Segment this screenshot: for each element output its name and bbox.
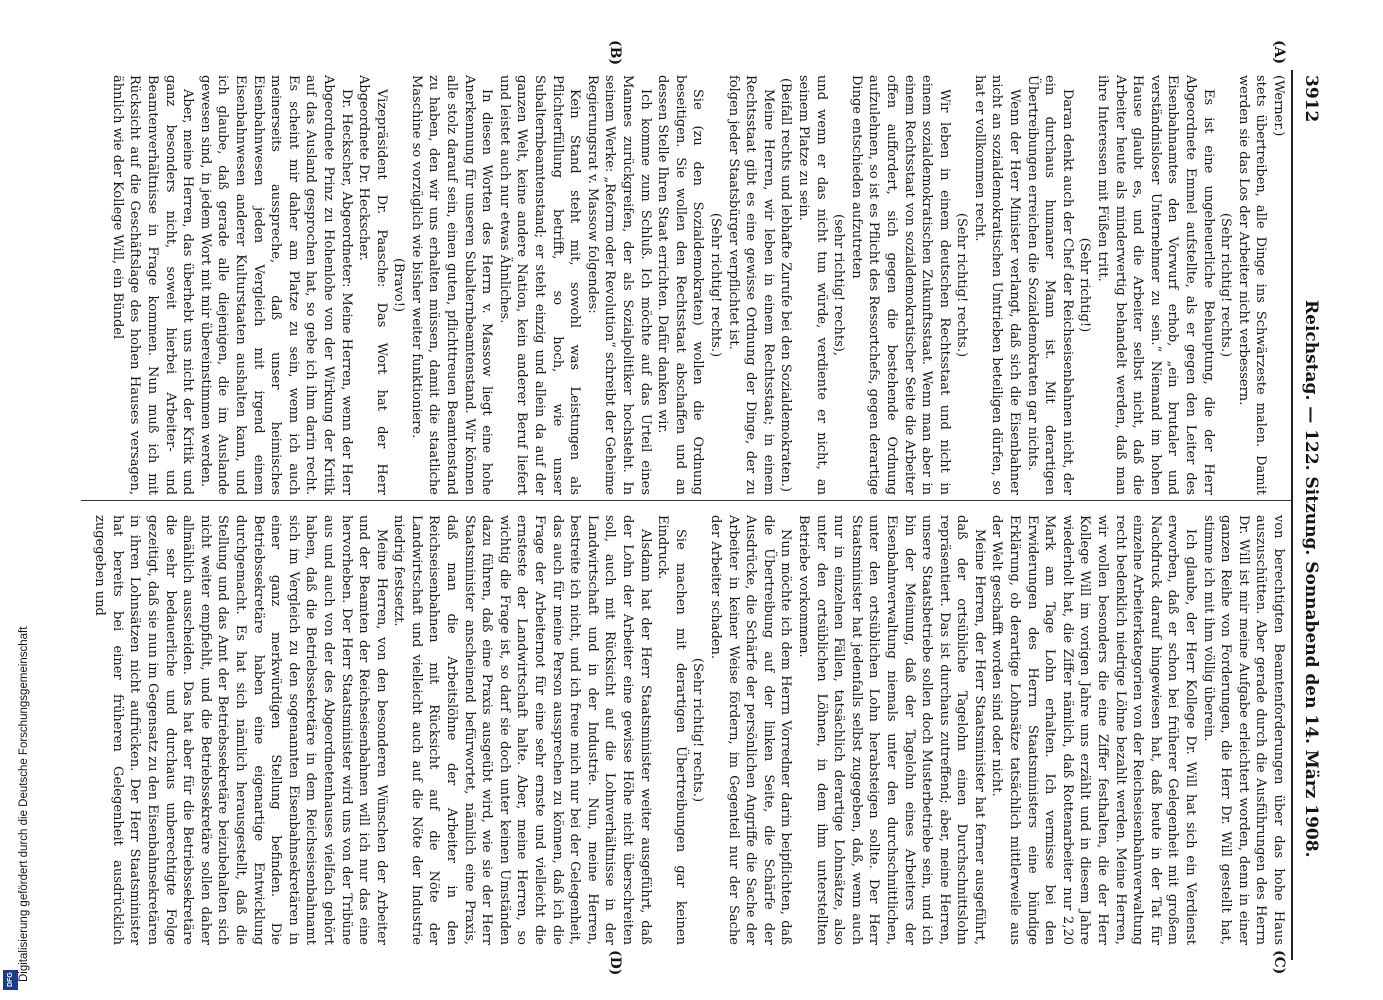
paragraph: Ich komme zum Schluß. Ich möchte auf das Urteil eines Mannes zurückgreifen, der als Sozialpolitiker hochsteht. In seinem Werke: „Reform oder Revolution“ schreibt der Geheime Regierungsrat v. Massow folgendes: [584, 75, 653, 495]
paragraph: Meine Herren, wir leben in einem Rechtsstaat; in einem Rechtsstaat gibt es eine gewisse Ordnung der Dinge, der zu folgen jeder Staatsbürger verpflichtet ist. [725, 75, 776, 495]
paragraph: Sie (zu den Sozialdemokraten) wollen die Ordnung beseitigen. Sie wollen den Rechtsstaat abschaffen und an dessen Stelle Ihren Staat errichten. Dafür danken wir. [655, 75, 706, 495]
paragraph: (Sehr richtig!) [1077, 237, 1093, 333]
paragraph: von berechtigten Beamtenforderungen über das hohe Haus auszuschütten. Aber gerade durch die Ausführungen des Herrn Dr. Will ist mir meine Aufgabe erleichtert worden, denn in einer ganzen Reihe von Forderungen, die Herr Dr. Will gestellt hat, stimme ich mit ihm völlig überein. [1200, 515, 1286, 945]
paragraph: Nun möchte ich dem Herrn Vorredner darin beipflichten, daß die Übertreibung auf der linken Seite, die Schärfe der Ausdrücke, die Schärfe der persönlichen Angriffe die Sache der Arbeiter in keiner Weise fördern, im Gegenteil nur der Sache der Arbeiter schaden. [708, 515, 794, 945]
paragraph: und wenn er das nicht tun würde, verdiente er nicht, an seinem Platze zu sein. [795, 75, 829, 495]
paragraph: Aber, meine Herren, das überhebt uns nicht der Kritik und ganz besonders nicht, soweit hierbei Arbeiter- und Beamtenverhältnisse in Frage kommen. Nun muß ich mit Rücksicht auf die Geschäftslage des hohen Hauses versagen, ähnlich wie der Kollege Will, ein Bündel [109, 75, 196, 495]
paragraph: (Sehr richtig! rechts.) [1218, 212, 1234, 358]
margin-mark-d: (D) [607, 950, 623, 976]
paragraph: Dr. Heckscher, Abgeordneter: Meine Herren, wenn der Herr Abgeordnete Prinz zu Hohenlohe von der Wirkung der Kritik auf das Ausland gesprochen hat, so gebe ich ihm darin recht. Es scheint mir daher am Platze zu sein, wenn ich auch meinerseits ausspreche, daß unser heimisches Eisenbahnwesen jeden Vergleich mit irgend einem Eisenbahnwesen anderer Kulturstaaten aushalten kann, und ich glaube, daß gerade alle diejenigen, die im Auslande gewesen sind, in jedem Wort mit mir übereinstimmen werden. [197, 75, 354, 495]
paragraph: Wenn der Herr Minister verlangt, daß sich die Eisenbahner nicht an sozialdemokratischen Umtrieben beteiligen dürfen, so hat er vollkommen recht. [971, 75, 1023, 495]
header-rule [1291, 70, 1293, 960]
paragraph: Daran denkt auch der Chef der Reichseisenbahnen nicht, der ein durchaus humaner Mann ist. Mit derartigen Übertreibungen erreichen die Sozialdemokraten gar nichts. [1024, 75, 1075, 495]
margin-mark-b: (B) [607, 40, 623, 66]
page-header-title: Reichstag. — 122. Sitzung. Sonnabend den 14. März 1908. [1301, 300, 1321, 858]
paragraph: Alsdann hat der Herr Staatsminister weiter ausgeführt, daß der Lohn der Arbeiter eine gewisse Höhe nicht überschreiten soll, auch mit Rücksicht auf die Lohnverhältnisse in der Landwirtschaft und in der Industrie. Nun, meine Herren, bestreite ich nicht, und ich freue mich nur bei der Gelegenheit, das auch für meine Person aussprechen zu können, daß ich die Frage der Arbeiternot für eine sehr ernste und vielleicht die ernsteste der Landwirtschaft halte. Aber, meine Herren, so wichtig die Frage ist, so darf sie doch unter keinen Umständen dazu führen, daß eine Praxis ausgeübt wird, wie sie der Herr Staatsminister anscheinend befürwortet, nämlich eine Praxis, daß man die Arbeitslöhne der Arbeiter in den Reichseisenbahnen mit Rücksicht auf die Nöte der Landwirtschaft und vielleicht auch auf die Nöte der Industrie niedrig festsetzt. [391, 515, 653, 945]
text-column-left [77, 75, 1287, 495]
margin-mark-a: (A) [1271, 40, 1287, 65]
paragraph: stets übertreiben, alle Dinge ins Schwärzeste malen. Damit werden sie das Los der Arbeiter nicht verbessern. [1235, 75, 1269, 495]
paragraph: (Sehr richtig! rechts.) [954, 212, 970, 358]
paragraph: Vizepräsident Dr. Paasche: Das Wort hat der Herr Abgeordnete Dr. Heckscher. [356, 75, 389, 495]
paragraph: Meine Herren, der Herr Staatsminister hat ferner ausgeführt, daß der ortsübliche Tagelohn einen Durchschnittslohn repräsentiert. Das ist durchaus zutreffend; aber, meine Herren, unsere Staatsbetriebe sollen doch Musterbetriebe sein, und ich bin der Meinung, daß der Tagelohn eines Arbeiters der Eisenbahnverwaltung niemals unter den durchschnittlichen, unter den ortsüblichen Lohn herabsteigen sollte. Der Herr Staatsminister hat jedenfalls selbst zugegeben, daß, wenn auch nur in einzelnen Fällen, tatsächlich derartige Lohnsätze, also unter den ortsüblichen Löhnen, in dem ihm unterstellten Betriebe vorkommen. [795, 515, 987, 945]
paragraph: Ich glaube, der Herr Kollege Dr. Will hat sich ein Verdienst erworben, daß er schon bei früherer Gelegenheit mit großem Nachdruck darauf hingewiesen hat, daß heute in der Tat für einzelne Arbeiterkategorien von der Reichseisenbahnverwaltung recht bedenklich niedrige Löhne bezahlt werden. Meine Herren, wir wollen besonders die eine Ziffer festhalten, die der Herr Kollege Will im vorigen Jahre uns erzählt und in diesem Jahre wiederholt hat, die Ziffer nämlich, daß Rottenarbeiter nur 2,20 Mark am Tage Lohn erhalten. Ich vermisse bei den Erwiderungen des Herrn Staatsministers eine bündige Erklärung, ob derartige Lohnsätze tatsächlich mittlerweile aus der Welt geschafft worden sind oder nicht. [989, 515, 1199, 945]
column-divider [81, 500, 1291, 501]
paragraph: (Bravo!) [391, 257, 407, 313]
paragraph: Es ist eine ungeheuerliche Behauptung, die der Herr Abgeordnete Emmel aufstellte, als er gegen den Leiter des Eisenbahnamtes den Vorwurf erhob, „ein brutaler und verständnisloser Unternehmer zu sein.“ Niemand im hohen Hause glaubt es, und die Arbeiter selbst nicht, daß die Arbeiter heute als minderwertig behandelt werden, daß man ihre Interessen mit Füßen tritt. [1095, 75, 1216, 495]
dfg-logo: DFG [3, 970, 18, 990]
paragraph: Kein Stand steht mit, sowohl was Leistungen als Pflichterfüllung betrifft, so hoch, wie unser Subalternbeamtenstand; er steht einzig und allein da auf der ganzen Welt, keine andere Nation, kein anderer Beruf liefert und leistet auch nur etwas Ähnliches. [496, 75, 583, 495]
digitization-credit [8, 10, 30, 990]
paragraph: Sie machen mit derartigen Übertreibungen gar keinen Eindruck. [655, 515, 688, 945]
paragraph: Wir leben in einem deutschen Rechtsstaat und nicht in einem sozialdemokratischen Zukunftsstaat. Wenn man aber in einem Rechtsstaat von sozialdemokratischer Seite die Arbeiter offen auffordert, sich gegen die bestehende Ordnung aufzulehnen, so ist es Pflicht des Ressortchefs, gegen derartige Dinge entschieden aufzutreten [848, 75, 952, 495]
text-column-right [77, 515, 1287, 945]
paragraph: (Sehr richtig! rechts.) [690, 657, 706, 803]
margin-mark-c: (C) [1271, 950, 1287, 975]
page-number: 3912 [1301, 75, 1321, 123]
paragraph: In diesen Worten des Herrn v. Massow liegt eine hohe Anerkennung für unseren Subalternbeamtenstand. Wir können alle stolz darauf sein, einen guten, pflichttreuen Beamtenstand zu haben, den wir uns erhalten müssen, damit die staatliche Maschine so vorzüglich wie bisher weiter funktioniere. [408, 75, 495, 495]
paragraph: (Werner.) [1271, 75, 1286, 137]
paragraph: Meine Herren, von den besonderen Wünschen der Arbeiter und der Beamten der Reichseisenbahnen will ich nur das eine hervorheben. Der Herr Staatsminister wird uns von der Tribüne aus und auch von der des Abgeordnetenhauses vielfach gehört haben, daß die Betriebssekretäre in dem Reichseisenbahnamt sich im Vergleich zu den sogenannten Eisenbahnsekretären in einer ganz merkwürdigen Stellung befinden. Die Betriebssekretäre haben eine eigenartige Entwicklung durchgemacht. Es hat sich nämlich herausgestellt, daß die Stellung und das Amt der Betriebssekretäre beizubehalten sich nicht weiter empfiehlt, und die Betriebssekretäre sollen daher allmählich ausscheiden. Das hat aber für die Betriebssekretäre die sehr bedauerliche und durchaus unberechtigte Folge gezeitigt, daß sie nun im Gegensatz zu den Eisenbahnsekretären in ihren Lohnsätzen nicht aufrücken. Der Herr Staatsminister hat bereits bei einer früheren Gelegenheit ausdrücklich zugegeben und [92, 515, 389, 945]
credit-text: Digitalisierung gefördert durch die Deutsche Forschungsgemeinschaft [18, 626, 30, 982]
paragraph: (sehr richtig! rechts), [831, 214, 847, 356]
paragraph: (Beifall rechts und lebhafte Zurufe bei den Sozialdemokraten.) [778, 77, 794, 493]
paragraph: (Sehr richtig! rechts.) [708, 212, 723, 358]
